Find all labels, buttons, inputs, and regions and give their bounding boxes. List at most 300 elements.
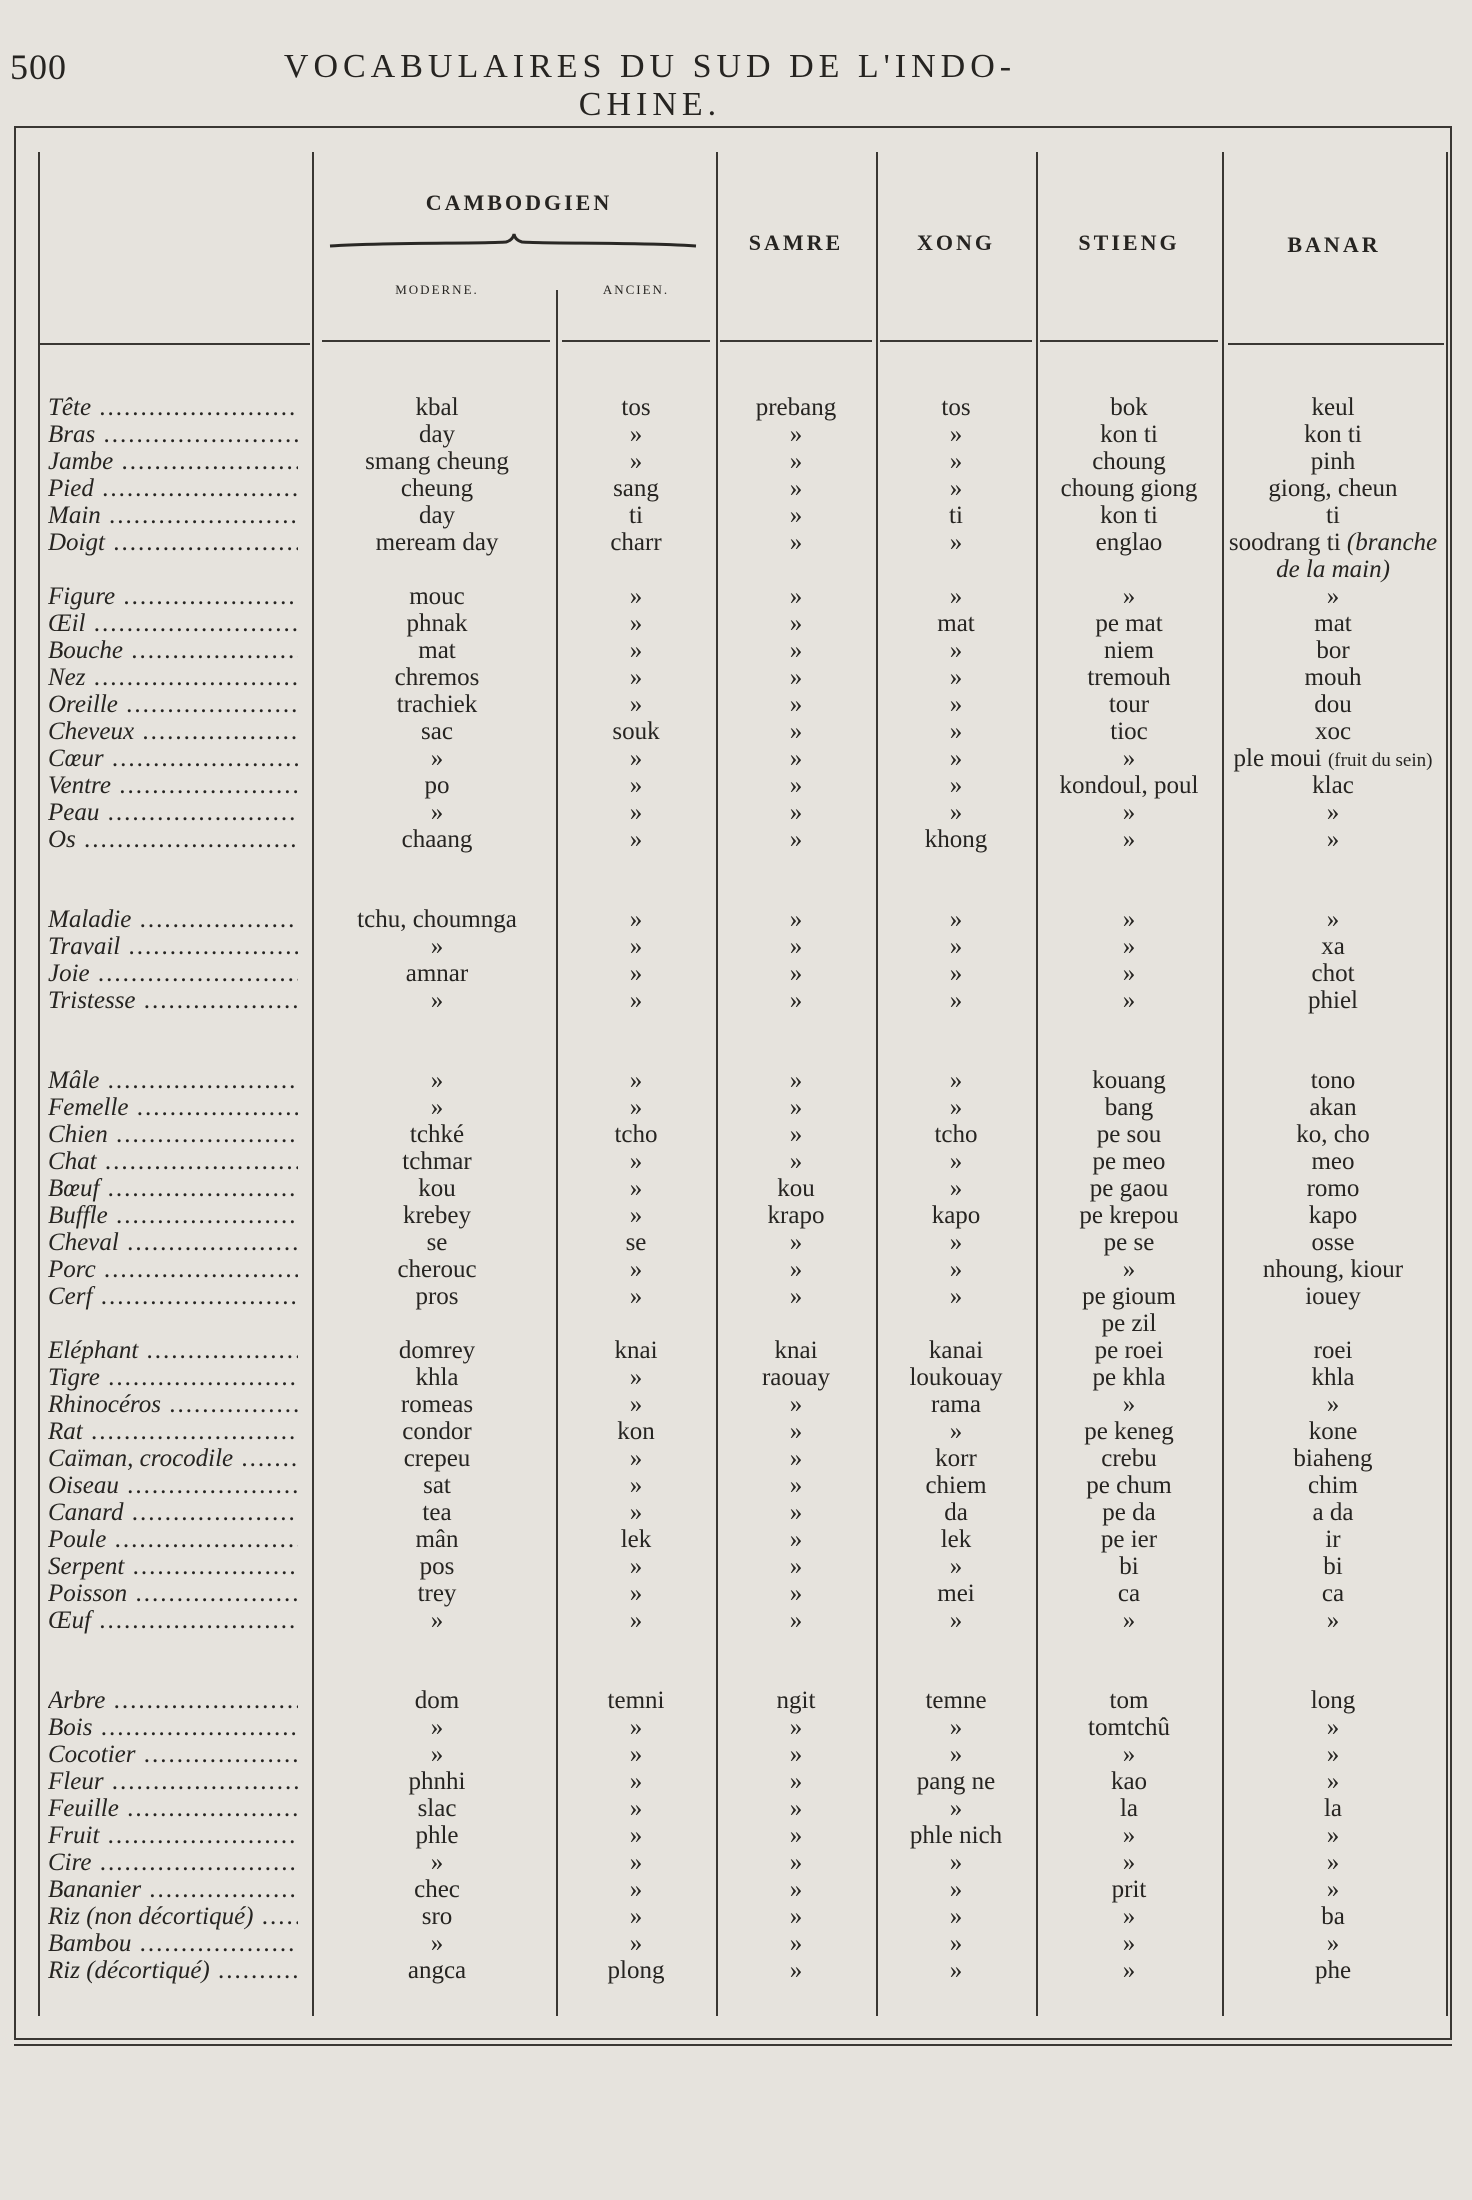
ancien-cell xyxy=(556,1175,716,1202)
samre-cell xyxy=(716,1229,876,1256)
banar-word: kon ti xyxy=(1304,421,1362,448)
french-term: Oiseau ..... xyxy=(48,1472,298,1499)
french-term: Feuille ..... xyxy=(48,1795,298,1822)
stieng-cell xyxy=(1036,1445,1222,1472)
moderne-cell xyxy=(322,421,552,448)
samre-cell xyxy=(716,718,876,745)
ancien-cell xyxy=(556,1445,716,1472)
samre-cell xyxy=(716,1445,876,1472)
banar-cell xyxy=(1222,1283,1444,1310)
header-stieng: STIENG xyxy=(1078,230,1180,255)
header-rule-ancien xyxy=(562,340,710,342)
table-row xyxy=(0,1067,1472,1094)
xong-cell xyxy=(876,1472,1036,1499)
banar-cell xyxy=(1222,1121,1444,1148)
stieng-cell xyxy=(1036,394,1222,421)
moderne-cell xyxy=(322,1957,552,1984)
banar-cell xyxy=(1222,772,1444,799)
xong-word: » xyxy=(949,1741,963,1768)
moderne-cell xyxy=(322,960,552,987)
moderne-word: se xyxy=(426,1229,448,1256)
xong-word: » xyxy=(949,1607,963,1634)
xong-cell xyxy=(876,664,1036,691)
xong-word: chiem xyxy=(925,1472,987,1499)
ancien-cell xyxy=(556,502,716,529)
moderne-word: » xyxy=(430,1741,444,1768)
banar-word: » xyxy=(1326,1391,1340,1418)
french-term: Caïman, crocodile ..... xyxy=(48,1445,298,1472)
banar-cell xyxy=(1222,1849,1444,1876)
table-row xyxy=(0,933,1472,960)
stieng-word: » xyxy=(1122,906,1136,933)
stieng-word: pe khla xyxy=(1092,1364,1166,1391)
cambodgien-brace xyxy=(328,232,698,254)
banar-cell xyxy=(1222,1148,1444,1175)
stieng-word: pe se xyxy=(1103,1229,1155,1256)
header-banar: BANAR xyxy=(1287,232,1381,257)
french-term: Ventre ..... xyxy=(48,772,298,799)
banar-cell xyxy=(1222,475,1444,502)
xong-cell xyxy=(876,1364,1036,1391)
stieng-word: crebu xyxy=(1101,1445,1157,1472)
ancien-cell xyxy=(556,906,716,933)
samre-cell xyxy=(716,987,876,1014)
samre-cell xyxy=(716,906,876,933)
samre-cell xyxy=(716,960,876,987)
moderne-cell xyxy=(322,1418,552,1445)
stieng-cell xyxy=(1036,529,1222,556)
moderne-cell xyxy=(322,1714,552,1741)
samre-word: » xyxy=(789,960,803,987)
ancien-cell xyxy=(556,1499,716,1526)
ancien-word: » xyxy=(629,1067,643,1094)
xong-word: » xyxy=(949,1795,963,1822)
ancien-word: » xyxy=(629,1256,643,1283)
xong-cell xyxy=(876,1445,1036,1472)
ancien-word: » xyxy=(629,1148,643,1175)
xong-word: » xyxy=(949,1957,963,1984)
xong-cell xyxy=(876,1795,1036,1822)
stieng-cell xyxy=(1036,691,1222,718)
banar-word: bor xyxy=(1316,637,1350,664)
xong-cell xyxy=(876,529,1036,556)
stieng-cell xyxy=(1036,583,1222,610)
samre-cell xyxy=(716,1175,876,1202)
table-row xyxy=(0,1930,1472,1957)
stieng-cell xyxy=(1036,1957,1222,1984)
stieng-word: » xyxy=(1122,987,1136,1014)
samre-word: » xyxy=(789,1795,803,1822)
french-term: Doigt ..... xyxy=(48,529,298,556)
ancien-cell xyxy=(556,933,716,960)
header-samre: SAMRE xyxy=(748,230,844,255)
french-term: Cocotier ..... xyxy=(48,1741,298,1768)
samre-cell xyxy=(716,1202,876,1229)
banar-word: akan xyxy=(1309,1094,1357,1121)
stieng-cell xyxy=(1036,1175,1222,1202)
ancien-word: » xyxy=(629,1768,643,1795)
samre-cell xyxy=(716,1822,876,1849)
moderne-cell xyxy=(322,1768,552,1795)
stieng-word: kouang xyxy=(1092,1067,1166,1094)
stieng-cell xyxy=(1036,799,1222,826)
samre-cell xyxy=(716,1580,876,1607)
moderne-cell xyxy=(322,799,552,826)
banar-cell xyxy=(1222,1526,1444,1553)
xong-cell xyxy=(876,691,1036,718)
samre-word: » xyxy=(789,1283,803,1310)
samre-word: » xyxy=(789,1607,803,1634)
ancien-cell xyxy=(556,637,716,664)
ancien-word: » xyxy=(629,1202,643,1229)
stieng-cell xyxy=(1036,933,1222,960)
table-row xyxy=(0,1607,1472,1634)
moderne-cell xyxy=(322,1499,552,1526)
moderne-cell xyxy=(322,1849,552,1876)
banar-cell xyxy=(1222,1795,1444,1822)
moderne-word: sat xyxy=(423,1472,451,1499)
xong-cell xyxy=(876,1714,1036,1741)
french-term: Fleur ..... xyxy=(48,1768,298,1795)
stieng-word: tioc xyxy=(1110,718,1148,745)
ancien-word: » xyxy=(629,1553,643,1580)
table-row xyxy=(0,1526,1472,1553)
moderne-cell xyxy=(322,1121,552,1148)
xong-word: » xyxy=(949,906,963,933)
samre-cell xyxy=(716,1121,876,1148)
ancien-word: » xyxy=(629,1364,643,1391)
french-term: Serpent ..... xyxy=(48,1553,298,1580)
banar-cell xyxy=(1222,421,1444,448)
stieng-word: bok xyxy=(1110,394,1148,421)
ancien-word: » xyxy=(629,664,643,691)
moderne-cell xyxy=(322,1283,552,1310)
banar-cell xyxy=(1222,1687,1444,1714)
banar-gloss: (fruit du sein) xyxy=(1327,750,1433,771)
french-term: Bambou ..... xyxy=(48,1930,298,1957)
xong-word: rama xyxy=(931,1391,981,1418)
xong-cell xyxy=(876,1741,1036,1768)
samre-word: » xyxy=(789,933,803,960)
ancien-cell xyxy=(556,1472,716,1499)
xong-cell xyxy=(876,1607,1036,1634)
moderne-word: tea xyxy=(422,1499,452,1526)
xong-word: tcho xyxy=(934,1121,978,1148)
xong-word: » xyxy=(949,529,963,556)
samre-word: » xyxy=(789,1229,803,1256)
ancien-word: » xyxy=(629,1822,643,1849)
samre-cell xyxy=(716,1930,876,1957)
ancien-word: » xyxy=(629,1499,643,1526)
banar-cell xyxy=(1222,1472,1444,1499)
header-moderne: MODERNE. xyxy=(395,282,479,297)
stieng-cell xyxy=(1036,1795,1222,1822)
banar-word: long xyxy=(1310,1687,1356,1714)
moderne-word: slac xyxy=(417,1795,457,1822)
ancien-cell xyxy=(556,1418,716,1445)
moderne-cell xyxy=(322,502,552,529)
moderne-word: sro xyxy=(421,1903,453,1930)
ancien-word: » xyxy=(629,610,643,637)
ancien-cell xyxy=(556,1148,716,1175)
banar-word: giong, cheun xyxy=(1268,475,1398,502)
ancien-word: souk xyxy=(612,718,660,745)
stieng-cell xyxy=(1036,1741,1222,1768)
french-term: Cerf ..... xyxy=(48,1283,298,1310)
stieng-cell xyxy=(1036,610,1222,637)
ancien-word: » xyxy=(629,987,643,1014)
stieng-cell xyxy=(1036,1148,1222,1175)
samre-cell xyxy=(716,1283,876,1310)
table-row xyxy=(0,1094,1472,1121)
samre-cell xyxy=(716,933,876,960)
samre-cell xyxy=(716,1768,876,1795)
table-row xyxy=(0,1445,1472,1472)
table-row xyxy=(0,772,1472,799)
french-term: Canard ..... xyxy=(48,1499,298,1526)
moderne-word: trachiek xyxy=(396,691,478,718)
moderne-cell xyxy=(322,664,552,691)
banar-word: ba xyxy=(1321,1903,1345,1930)
xong-word: » xyxy=(949,745,963,772)
stieng-word: la xyxy=(1119,1795,1139,1822)
french-term: Riz (non décortiqué) ..... xyxy=(48,1903,298,1930)
stieng-word: » xyxy=(1122,1391,1136,1418)
banar-gloss: (branche xyxy=(1346,529,1438,556)
xong-cell xyxy=(876,1418,1036,1445)
stieng-word: pe keneg xyxy=(1084,1418,1174,1445)
table-row xyxy=(0,960,1472,987)
table-row xyxy=(0,637,1472,664)
stieng-word: kon ti xyxy=(1100,421,1158,448)
ancien-cell xyxy=(556,960,716,987)
stieng-word: » xyxy=(1122,1256,1136,1283)
ancien-word: » xyxy=(629,906,643,933)
table-row xyxy=(0,610,1472,637)
moderne-word: mân xyxy=(415,1526,459,1553)
banar-cell xyxy=(1222,1202,1444,1229)
samre-word: » xyxy=(789,421,803,448)
ancien-cell xyxy=(556,799,716,826)
banar-word: mat xyxy=(1314,610,1352,637)
table-row xyxy=(0,1202,1472,1229)
xong-word: » xyxy=(949,1418,963,1445)
moderne-cell xyxy=(322,1876,552,1903)
moderne-cell xyxy=(322,610,552,637)
table-row xyxy=(0,1310,1472,1337)
ancien-cell xyxy=(556,1256,716,1283)
samre-cell xyxy=(716,421,876,448)
french-term: Peau ..... xyxy=(48,799,298,826)
xong-word: » xyxy=(949,1876,963,1903)
xong-cell xyxy=(876,1876,1036,1903)
xong-cell xyxy=(876,1687,1036,1714)
french-term: Jambe ..... xyxy=(48,448,298,475)
ancien-word: kon xyxy=(617,1418,655,1445)
moderne-word: dom xyxy=(414,1687,460,1714)
stieng-word: englao xyxy=(1095,529,1163,556)
ancien-cell xyxy=(556,1822,716,1849)
xong-cell xyxy=(876,1957,1036,1984)
table-row xyxy=(0,1337,1472,1364)
stieng-word: ca xyxy=(1117,1580,1141,1607)
banar-cell xyxy=(1222,1768,1444,1795)
samre-cell xyxy=(716,745,876,772)
samre-cell xyxy=(716,799,876,826)
samre-cell xyxy=(716,1067,876,1094)
moderne-cell xyxy=(322,394,552,421)
banar-cell xyxy=(1222,745,1444,774)
french-term: Mâle ..... xyxy=(48,1067,298,1094)
banar-word: » xyxy=(1326,1768,1340,1795)
banar-cell xyxy=(1222,718,1444,745)
ancien-cell xyxy=(556,1795,716,1822)
moderne-cell xyxy=(322,1067,552,1094)
banar-word: » xyxy=(1326,906,1340,933)
stieng-word: pe gioum xyxy=(1082,1283,1176,1310)
banar-cell xyxy=(1222,1175,1444,1202)
ancien-word: ti xyxy=(629,502,643,529)
xong-cell xyxy=(876,421,1036,448)
samre-word: » xyxy=(789,1148,803,1175)
french-term: Bananier ..... xyxy=(48,1876,298,1903)
stieng-cell xyxy=(1036,475,1222,502)
samre-cell xyxy=(716,1714,876,1741)
ancien-word: » xyxy=(629,691,643,718)
stieng-word: pe mat xyxy=(1095,610,1163,637)
banar-cell xyxy=(1222,448,1444,475)
stieng-cell xyxy=(1036,1283,1222,1310)
banar-word: bi xyxy=(1323,1553,1343,1580)
samre-cell xyxy=(716,1553,876,1580)
moderne-word: romeas xyxy=(400,1391,474,1418)
ancien-cell xyxy=(556,1876,716,1903)
xong-cell xyxy=(876,1499,1036,1526)
xong-word: » xyxy=(949,1148,963,1175)
xong-word: loukouay xyxy=(909,1364,1003,1391)
samre-word: » xyxy=(789,1418,803,1445)
french-term: Tête ..... xyxy=(48,394,298,421)
ancien-cell xyxy=(556,1930,716,1957)
ancien-cell xyxy=(556,1553,716,1580)
stieng-cell xyxy=(1036,1768,1222,1795)
french-term: Nez ..... xyxy=(48,664,298,691)
banar-word: ple moui xyxy=(1233,745,1322,772)
stieng-cell xyxy=(1036,421,1222,448)
running-head-title: VOCABULAIRES DU SUD DE L'INDO-CHINE. xyxy=(283,48,1017,123)
samre-word: » xyxy=(789,906,803,933)
xong-cell xyxy=(876,1094,1036,1121)
moderne-word: cheung xyxy=(400,475,474,502)
moderne-word: angca xyxy=(407,1957,467,1984)
banar-word: xoc xyxy=(1314,718,1352,745)
banar-word: chim xyxy=(1308,1472,1358,1499)
samre-word: » xyxy=(789,502,803,529)
xong-cell xyxy=(876,1256,1036,1283)
samre-cell xyxy=(716,1418,876,1445)
banar-word: » xyxy=(1326,583,1340,610)
ancien-word: lek xyxy=(620,1526,652,1553)
xong-cell xyxy=(876,583,1036,610)
table-row xyxy=(0,475,1472,502)
banar-word: » xyxy=(1326,799,1340,826)
xong-word: pang ne xyxy=(916,1768,996,1795)
xong-word: » xyxy=(949,475,963,502)
moderne-cell xyxy=(322,1229,552,1256)
samre-cell xyxy=(716,1607,876,1634)
banar-word: romo xyxy=(1306,1175,1360,1202)
stieng-cell xyxy=(1036,1337,1222,1364)
stieng-word: kao xyxy=(1110,1768,1148,1795)
xong-word: tos xyxy=(941,394,971,421)
moderne-word: chaang xyxy=(401,826,473,853)
banar-cell xyxy=(1222,1822,1444,1849)
xong-word: » xyxy=(949,1094,963,1121)
table-row xyxy=(0,1283,1472,1310)
stieng-cell xyxy=(1036,664,1222,691)
table-row xyxy=(0,826,1472,853)
stieng-word: kondoul, poul xyxy=(1059,772,1199,799)
xong-word: » xyxy=(949,1229,963,1256)
samre-word: » xyxy=(789,1067,803,1094)
ancien-word: » xyxy=(629,772,643,799)
ancien-word: » xyxy=(629,637,643,664)
xong-word: kanai xyxy=(928,1337,984,1364)
moderne-word: tchké xyxy=(409,1121,465,1148)
french-term: Tristesse ..... xyxy=(48,987,298,1014)
banar-cell xyxy=(1222,933,1444,960)
samre-cell xyxy=(716,448,876,475)
stieng-word: prit xyxy=(1111,1876,1147,1903)
samre-word: » xyxy=(789,1876,803,1903)
stieng-word: » xyxy=(1122,826,1136,853)
moderne-cell xyxy=(322,1687,552,1714)
banar-cell xyxy=(1222,1499,1444,1526)
banar-word: osse xyxy=(1311,1229,1355,1256)
french-term: Rat ..... xyxy=(48,1418,298,1445)
stieng-word: choung xyxy=(1092,448,1166,475)
samre-cell xyxy=(716,475,876,502)
banar-word: biaheng xyxy=(1293,1445,1373,1472)
french-term: Pied ..... xyxy=(48,475,298,502)
moderne-word: » xyxy=(430,799,444,826)
samre-word: » xyxy=(789,772,803,799)
xong-word: kapo xyxy=(931,1202,981,1229)
samre-cell xyxy=(716,1903,876,1930)
samre-word: » xyxy=(789,637,803,664)
banar-word: iouey xyxy=(1305,1283,1361,1310)
ancien-cell xyxy=(556,529,716,556)
french-term: Rhinocéros ..... xyxy=(48,1391,298,1418)
moderne-word: po xyxy=(424,772,450,799)
xong-word: temne xyxy=(925,1687,987,1714)
xong-cell xyxy=(876,1175,1036,1202)
ancien-word: charr xyxy=(610,529,662,556)
stieng-cell xyxy=(1036,718,1222,745)
xong-word: korr xyxy=(935,1445,977,1472)
french-term: Bras ..... xyxy=(48,421,298,448)
banar-cell xyxy=(1222,1580,1444,1607)
stieng-word: » xyxy=(1122,933,1136,960)
french-term: Fruit ..... xyxy=(48,1822,298,1849)
xong-cell xyxy=(876,772,1036,799)
xong-word: » xyxy=(949,1714,963,1741)
banar-cell xyxy=(1222,1553,1444,1580)
table-row xyxy=(0,1418,1472,1445)
xong-cell xyxy=(876,448,1036,475)
banar-cell xyxy=(1222,637,1444,664)
header-rule-banar xyxy=(1228,343,1444,345)
